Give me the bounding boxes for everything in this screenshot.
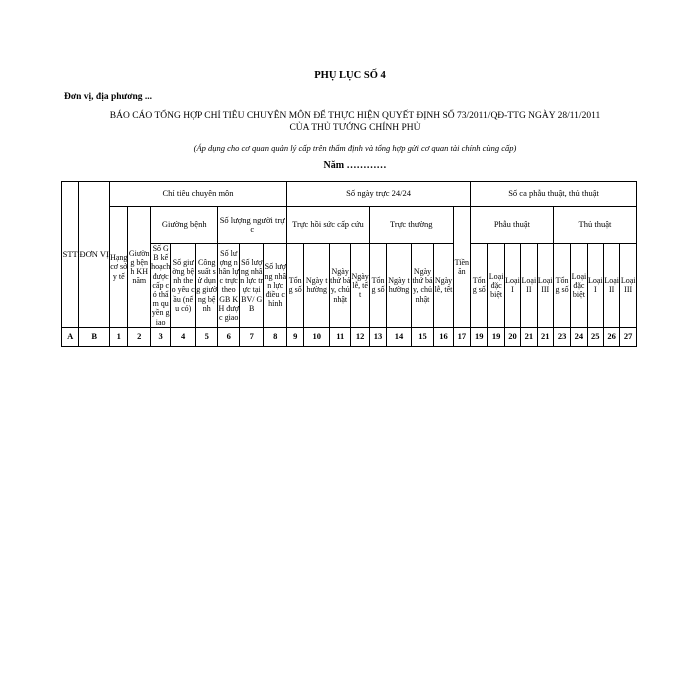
col-number: 7	[239, 327, 264, 346]
header-staff-assigned: Số lượng nhân lực trực theo GB KH được giao	[218, 244, 239, 328]
header-sub-resus: Trực hồi sức cấp cứu	[287, 207, 370, 244]
header-proc-type1: Loại I	[587, 244, 603, 328]
header-sub-beds: Giường bệnh	[150, 207, 218, 244]
col-number: 26	[603, 327, 619, 346]
applies-to-note: (Áp dụng cho cơ quan quản lý cấp trên thẩm định và tổng hợp gửi cơ quan tài chính cùng cấp)	[193, 143, 517, 153]
header-surg-special: Loại đặc biệt	[488, 244, 504, 328]
header-beds-requested: Số giường bệnh theo yêu cầu (nếu có)	[171, 244, 196, 328]
header-proc-total: Tổng số	[553, 244, 570, 328]
header-unit: ĐƠN VỊ	[79, 182, 110, 328]
col-number: 19	[488, 327, 504, 346]
col-number: B	[79, 327, 110, 346]
year-label: Năm …………	[323, 160, 387, 171]
report-title	[60, 110, 650, 134]
header-professional: Chỉ tiêu chuyên môn	[110, 182, 287, 207]
col-number: 14	[387, 327, 412, 346]
header-resus-weekend: Ngày thứ bảy, chủ nhật	[329, 244, 350, 328]
header-sub-surgery: Phẫu thuật	[471, 207, 554, 244]
col-number: 12	[351, 327, 369, 346]
header-sub-regular: Trực thường	[369, 207, 453, 244]
header-reg-holiday: Ngày lễ, tết	[434, 244, 453, 328]
col-number: 2	[128, 327, 151, 346]
col-number: 6	[218, 327, 239, 346]
header-staff-adjusted: Số lượng nhân lực điều chỉnh	[264, 244, 287, 328]
col-number: 4	[171, 327, 196, 346]
col-number: 13	[369, 327, 386, 346]
header-duty-days: Số ngày trực 24/24	[287, 182, 471, 207]
col-number: 21	[521, 327, 537, 346]
col-number: 1	[110, 327, 128, 346]
header-proc-type2: Loại II	[603, 244, 619, 328]
col-number: 27	[620, 327, 637, 346]
header-proc-special: Loại đặc biệt	[571, 244, 587, 328]
header-surg-total: Tổng số	[471, 244, 488, 328]
header-stt: STT	[62, 182, 79, 328]
col-number: 19	[471, 327, 488, 346]
column-number-row	[62, 327, 637, 346]
header-tien-an: Tiền ăn	[453, 207, 470, 328]
col-number: 5	[195, 327, 218, 346]
col-number: 24	[571, 327, 587, 346]
report-title-line1: BÁO CÁO TỔNG HỢP CHỈ TIÊU CHUYÊN MÔN ĐỂ THỰC HIỆN QUYẾT ĐỊNH SỐ 73/2011/QĐ-TTG NGÀY 28/11/2011	[109, 111, 601, 121]
header-surg-type3: Loại III	[537, 244, 553, 328]
header-facilities: Hạng cơ sở y tế	[110, 207, 128, 328]
col-number: 23	[553, 327, 570, 346]
col-number: 21	[537, 327, 553, 346]
report-table	[61, 181, 637, 347]
header-surgery: Số ca phẫu thuật, thủ thuật	[471, 182, 637, 207]
header-reg-total: Tổng số	[369, 244, 386, 328]
col-number: 20	[504, 327, 520, 346]
header-reg-weekend: Ngày thứ bảy, chủ nhật	[411, 244, 434, 328]
col-number: 11	[329, 327, 350, 346]
col-number: 17	[453, 327, 470, 346]
header-resus-normal: Ngày thường	[304, 244, 330, 328]
header-surg-type2: Loại II	[521, 244, 537, 328]
col-number: 9	[287, 327, 304, 346]
header-surg-type1: Loại I	[504, 244, 520, 328]
header-reg-normal: Ngày thường	[387, 244, 412, 328]
header-beds-assigned: Số GB kế hoạch được cấp có thẩm quyền giao	[151, 244, 171, 327]
header-resus-holiday: Ngày lễ, tết	[351, 244, 369, 328]
report-title-line2: CỦA THỦ TƯỚNG CHÍNH PHỦ	[289, 123, 421, 133]
header-staff-actual: Số lượng nhân lực trực tại BV/ GB	[239, 244, 264, 328]
header-beds-plan: Giường bệnh KH năm	[128, 207, 151, 328]
col-number: 15	[411, 327, 434, 346]
appendix-title: PHỤ LỤC SỐ 4	[314, 70, 386, 81]
col-number: A	[62, 327, 79, 346]
col-number: 10	[304, 327, 330, 346]
col-number: 25	[587, 327, 603, 346]
unit-label: Đơn vị, địa phương ...	[64, 92, 153, 102]
header-resus-total: Tổng số	[287, 244, 304, 328]
header-sub-procedure: Thủ thuật	[553, 207, 636, 244]
col-number: 16	[434, 327, 453, 346]
header-sub-staff: Số lượng người trực	[218, 207, 287, 244]
col-number: 3	[150, 327, 170, 346]
header-bed-capacity: Công suất sử dụng giường bệnh	[195, 244, 218, 328]
col-number: 8	[264, 327, 287, 346]
header-proc-type3: Loại III	[620, 244, 637, 328]
